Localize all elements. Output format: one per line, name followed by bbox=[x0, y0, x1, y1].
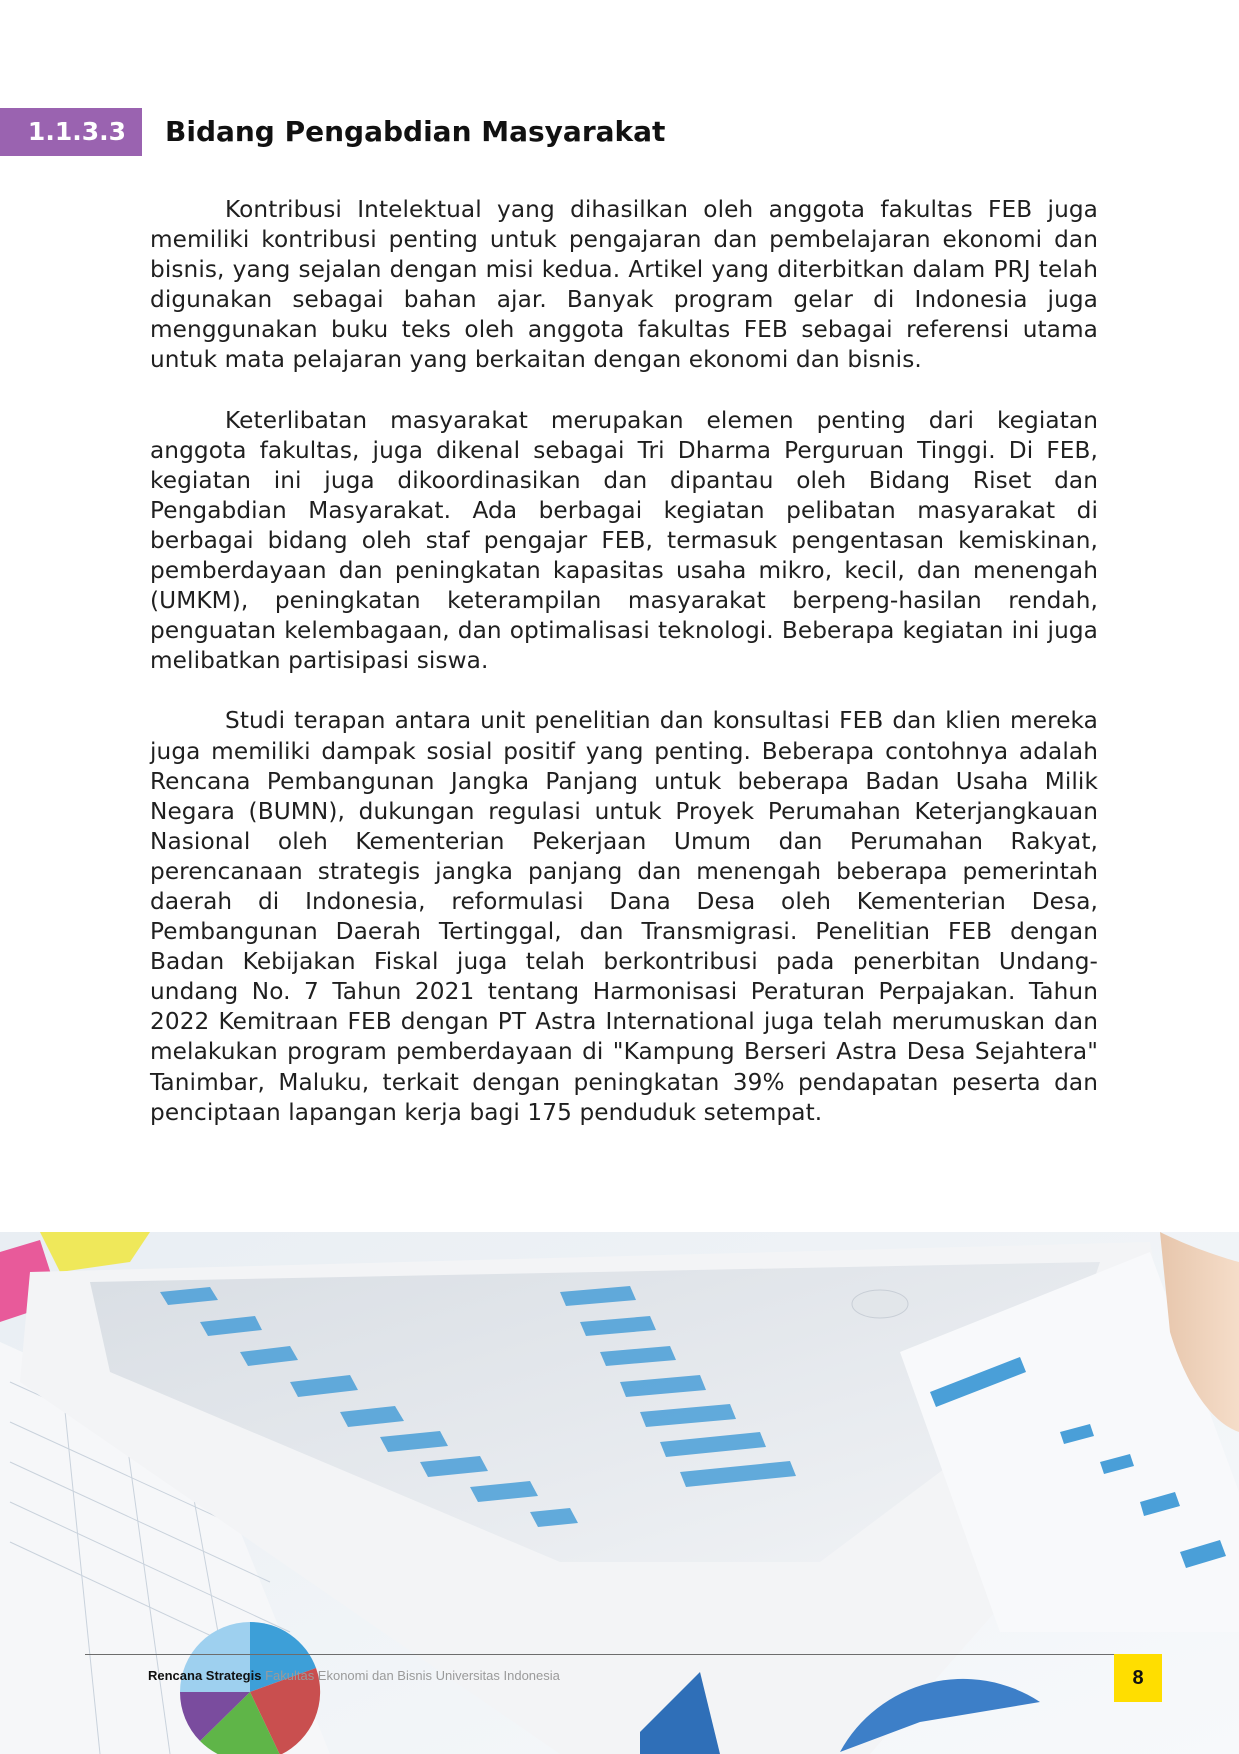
footer-institution: Fakultas Ekonomi dan Bisnis Universitas Indonesia bbox=[265, 1668, 560, 1683]
section-title: Bidang Pengabdian Masyarakat bbox=[165, 115, 666, 148]
paragraph-3: Studi terapan antara unit penelitian dan konsultasi FEB dan klien mereka juga memiliki dampak sosial positif yang penting. Beberapa contohnya adalah Rencana Pembangunan Jangka Panjang untuk beberapa Badan Usaha Milik Negara (BUMN), dukungan regulasi untuk Proyek Perumahan Keterjangkauan Nasional oleh Kementerian Pekerjaan Umum dan Perumahan Rakyat, perencanaan strategis jangka panjang dan menengah beberapa pemerintah daerah di Indonesia, reformulasi Dana Desa oleh Kementerian Desa, Pembangunan Daerah Tertinggal, dan Transmigrasi. Penelitian FEB dengan Badan Kebijakan Fiskal juga telah berkontribusi pada penerbitan Undang-undang No. 7 Tahun 2021 tentang Harmonisasi Peraturan Perpajakan. Tahun 2022 Kemitraan FEB dengan PT Astra International juga telah merumuskan dan melakukan program pemberdayaan di "Kampung Berseri Astra Desa Sejahtera" Tanimbar, Maluku, terkait dengan peningkatan 39% pendapatan peserta dan penciptaan lapangan kerja bagi 175 penduduk setempat. bbox=[150, 707, 1098, 1126]
page-number-badge: 8 bbox=[1114, 1654, 1162, 1702]
footer-document-title: Rencana Strategis bbox=[148, 1668, 262, 1683]
section-number-badge: 1.1.3.3 bbox=[0, 108, 142, 156]
footer-text bbox=[148, 1668, 560, 1683]
paragraph-2: Keterlibatan masyarakat merupakan elemen penting dari kegiatan anggota fakultas, juga dikenal sebagai Tri Dharma Perguruan Tinggi. Di FEB, kegiatan ini juga dikoordinasikan dan dipantau oleh Bidang Riset dan Pengabdian Masyarakat. Ada berbagai kegiatan pelibatan masyarakat di berbagai bidang oleh staf pengajar FEB, termasuk pengentasan kemiskinan, pemberdayaan dan peningkatan kapasitas usaha mikro, kecil, dan menengah (UMKM), peningkatan keterampilan masyarakat berpeng-hasilan rendah, penguatan kelembagaan, dan optimalisasi teknologi. Beberapa kegiatan ini juga melibatkan partisipasi siswa. bbox=[150, 406, 1098, 675]
section-header bbox=[0, 108, 1239, 156]
body-text bbox=[150, 195, 1098, 1158]
paragraph-1: Kontribusi Intelektual yang dihasilkan oleh anggota fakultas FEB juga memiliki kontribusi penting untuk pengajaran dan pembelajaran ekonomi dan bisnis, yang sejalan dengan misi kedua. Artikel yang diterbitkan dalam PRJ telah digunakan sebagai bahan ajar. Banyak program gelar di Indonesia juga menggunakan buku teks oleh anggota fakultas FEB sebagai referensi utama untuk mata pelajaran yang berkaitan dengan ekonomi dan bisnis. bbox=[150, 196, 1098, 374]
footer-divider bbox=[85, 1654, 1115, 1655]
